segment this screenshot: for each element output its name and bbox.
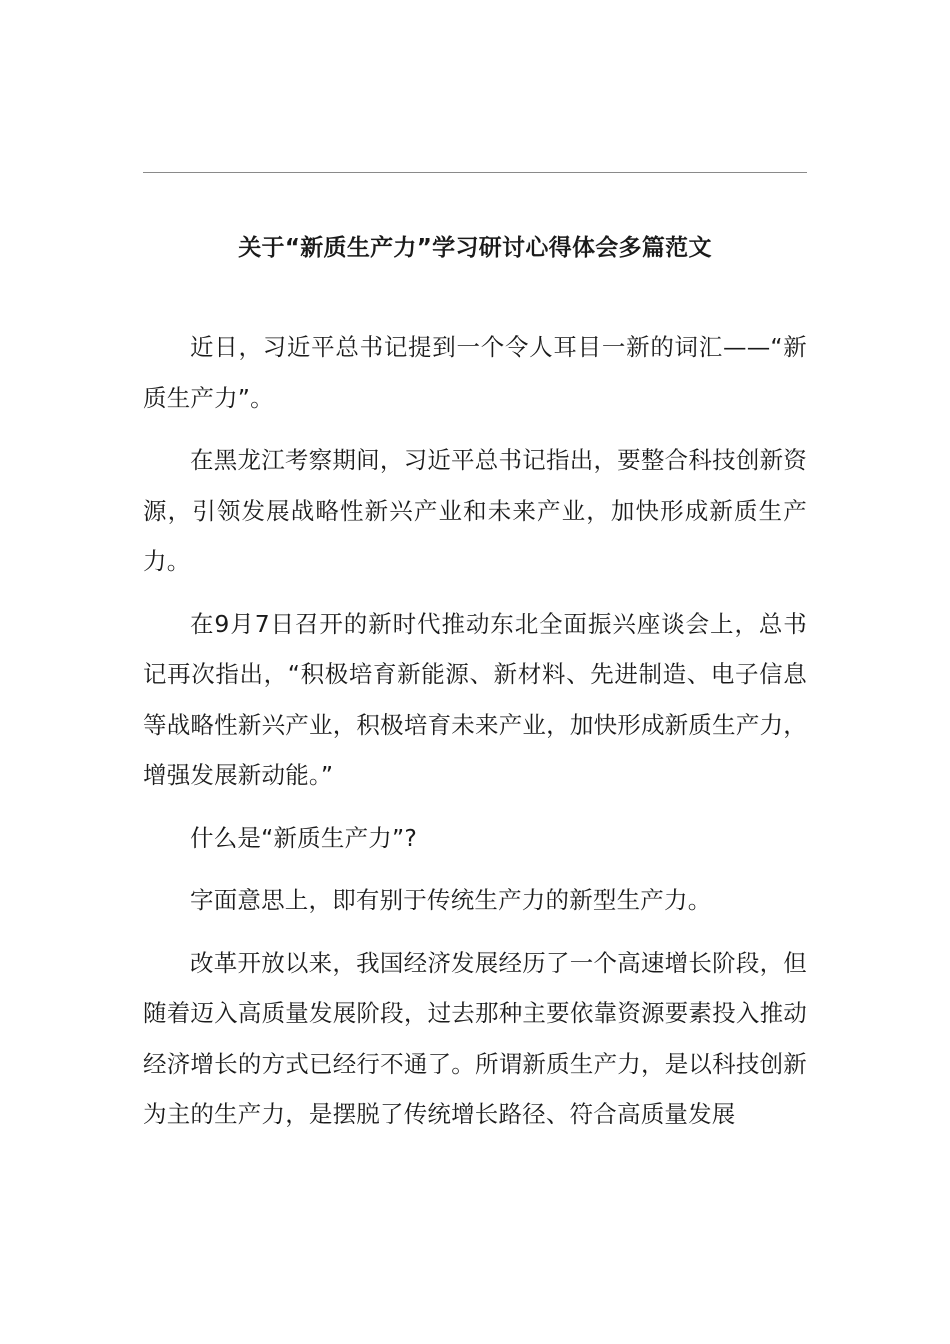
paragraph-5: 字面意思上，即有别于传统生产力的新型生产力。	[190, 886, 712, 914]
document-title: 关于“新质生产力”学习研讨心得体会多篇范文	[238, 235, 712, 261]
paragraph-1: 近日，习近平总书记提到一个令人耳目一新的词汇——“新质生产力”。	[143, 333, 807, 412]
paragraph-4: 什么是“新质生产力”?	[190, 823, 418, 852]
header-divider	[143, 172, 807, 173]
paragraph-3: 在9月7日召开的新时代推动东北全面振兴座谈会上，总书记再次指出，“积极培育新能源、新材料、先进制造、电子信息等战略性新兴产业，积极培育未来产业，加快形成新质生产力，增强发展新动能。”	[143, 609, 807, 789]
document-body	[143, 322, 807, 1152]
paragraph-2: 在黑龙江考察期间，习近平总书记指出，要整合科技创新资源，引领发展战略性新兴产业和未来产业，加快形成新质生产力。	[143, 446, 807, 575]
paragraph-6: 改革开放以来，我国经济发展经历了一个高速增长阶段，但随着迈入高质量发展阶段，过去那种主要依靠资源要素投入推动经济增长的方式已经行不通了。所谓新质生产力，是以科技创新为主的生产力，是摆脱了传统增长路径、符合高质量发展	[143, 948, 807, 1128]
